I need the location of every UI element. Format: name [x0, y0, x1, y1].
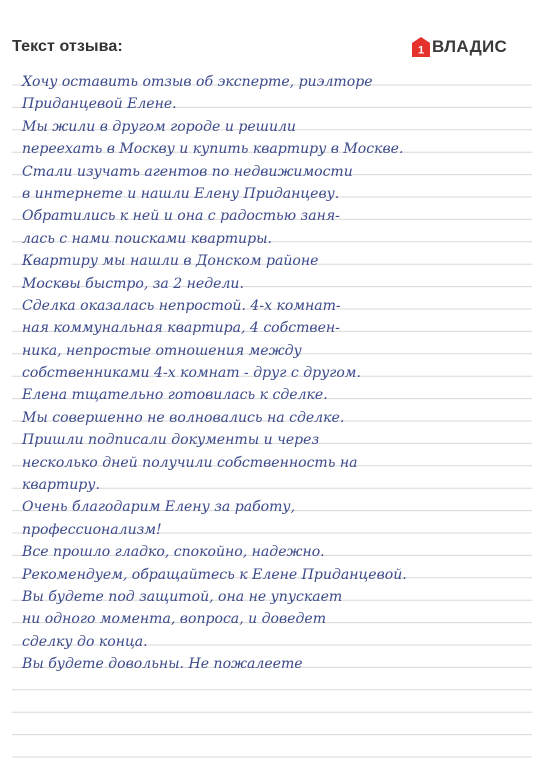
handwritten-line: ная коммунальная квартира, 4 собствен- [22, 320, 340, 337]
handwritten-line: Очень благодарим Елену за работу, [22, 499, 296, 516]
handwritten-line: несколько дней получили собственность на [22, 454, 358, 471]
handwritten-line: Стали изучать агентов по недвижимости [22, 163, 353, 180]
page-title: Текст отзыва: [12, 38, 123, 55]
handwritten-line: Все прошло гладко, спокойно, надежно. [22, 544, 325, 561]
handwritten-line: сделку до конца. [22, 633, 148, 650]
handwritten-line: Обратились к ней и она с радостью заня- [22, 208, 340, 225]
handwritten-line: лась с нами поисками квартиры. [22, 230, 272, 247]
handwritten-line: Москвы быстро, за 2 недели. [22, 275, 244, 292]
handwritten-line: Рекомендуем, обращайтесь к Елене Приданцевой. [22, 566, 407, 583]
handwritten-line: квартиру. [22, 477, 100, 494]
vladis-logo-icon [412, 37, 430, 57]
handwritten-line: Мы совершенно не волновались на сделке. [22, 409, 345, 426]
vladis-logo [412, 36, 507, 58]
handwritten-line: собственниками 4-х комнат - друг с другом. [22, 365, 361, 382]
handwritten-line: Елена тщательно готовилась к сделке. [22, 387, 328, 404]
svg-text:1: 1 [417, 44, 425, 57]
handwritten-line: Сделка оказалась непростой. 4-х комнат- [22, 297, 341, 314]
handwritten-line: Хочу оставить отзыв об эксперте, риэлторе [22, 74, 373, 90]
handwritten-line: Вы будете под защитой, она не упускает [22, 588, 343, 605]
logo-text: ВЛАДИС [432, 37, 508, 56]
handwritten-line: Вы будете довольны. Не пожалеете [22, 656, 303, 673]
handwritten-line: в интернете и нашли Елену Приданцеву. [22, 185, 340, 202]
handwritten-review [22, 71, 532, 676]
handwritten-line: Мы жили в другом городе и решили [22, 118, 296, 135]
handwritten-line: Пришли подписали документы и через [22, 432, 320, 449]
handwritten-line: ника, непростые отношения между [22, 342, 302, 359]
handwritten-line: Приданцевой Елене. [22, 96, 177, 113]
handwritten-line: переехать в Москву и купить квартиру в Москве. [22, 141, 404, 158]
handwritten-line: ни одного момента, вопроса, и доведет [22, 611, 327, 628]
handwritten-line: профессионализм! [22, 521, 162, 538]
handwritten-line: Квартиру мы нашли в Донском районе [22, 253, 319, 270]
